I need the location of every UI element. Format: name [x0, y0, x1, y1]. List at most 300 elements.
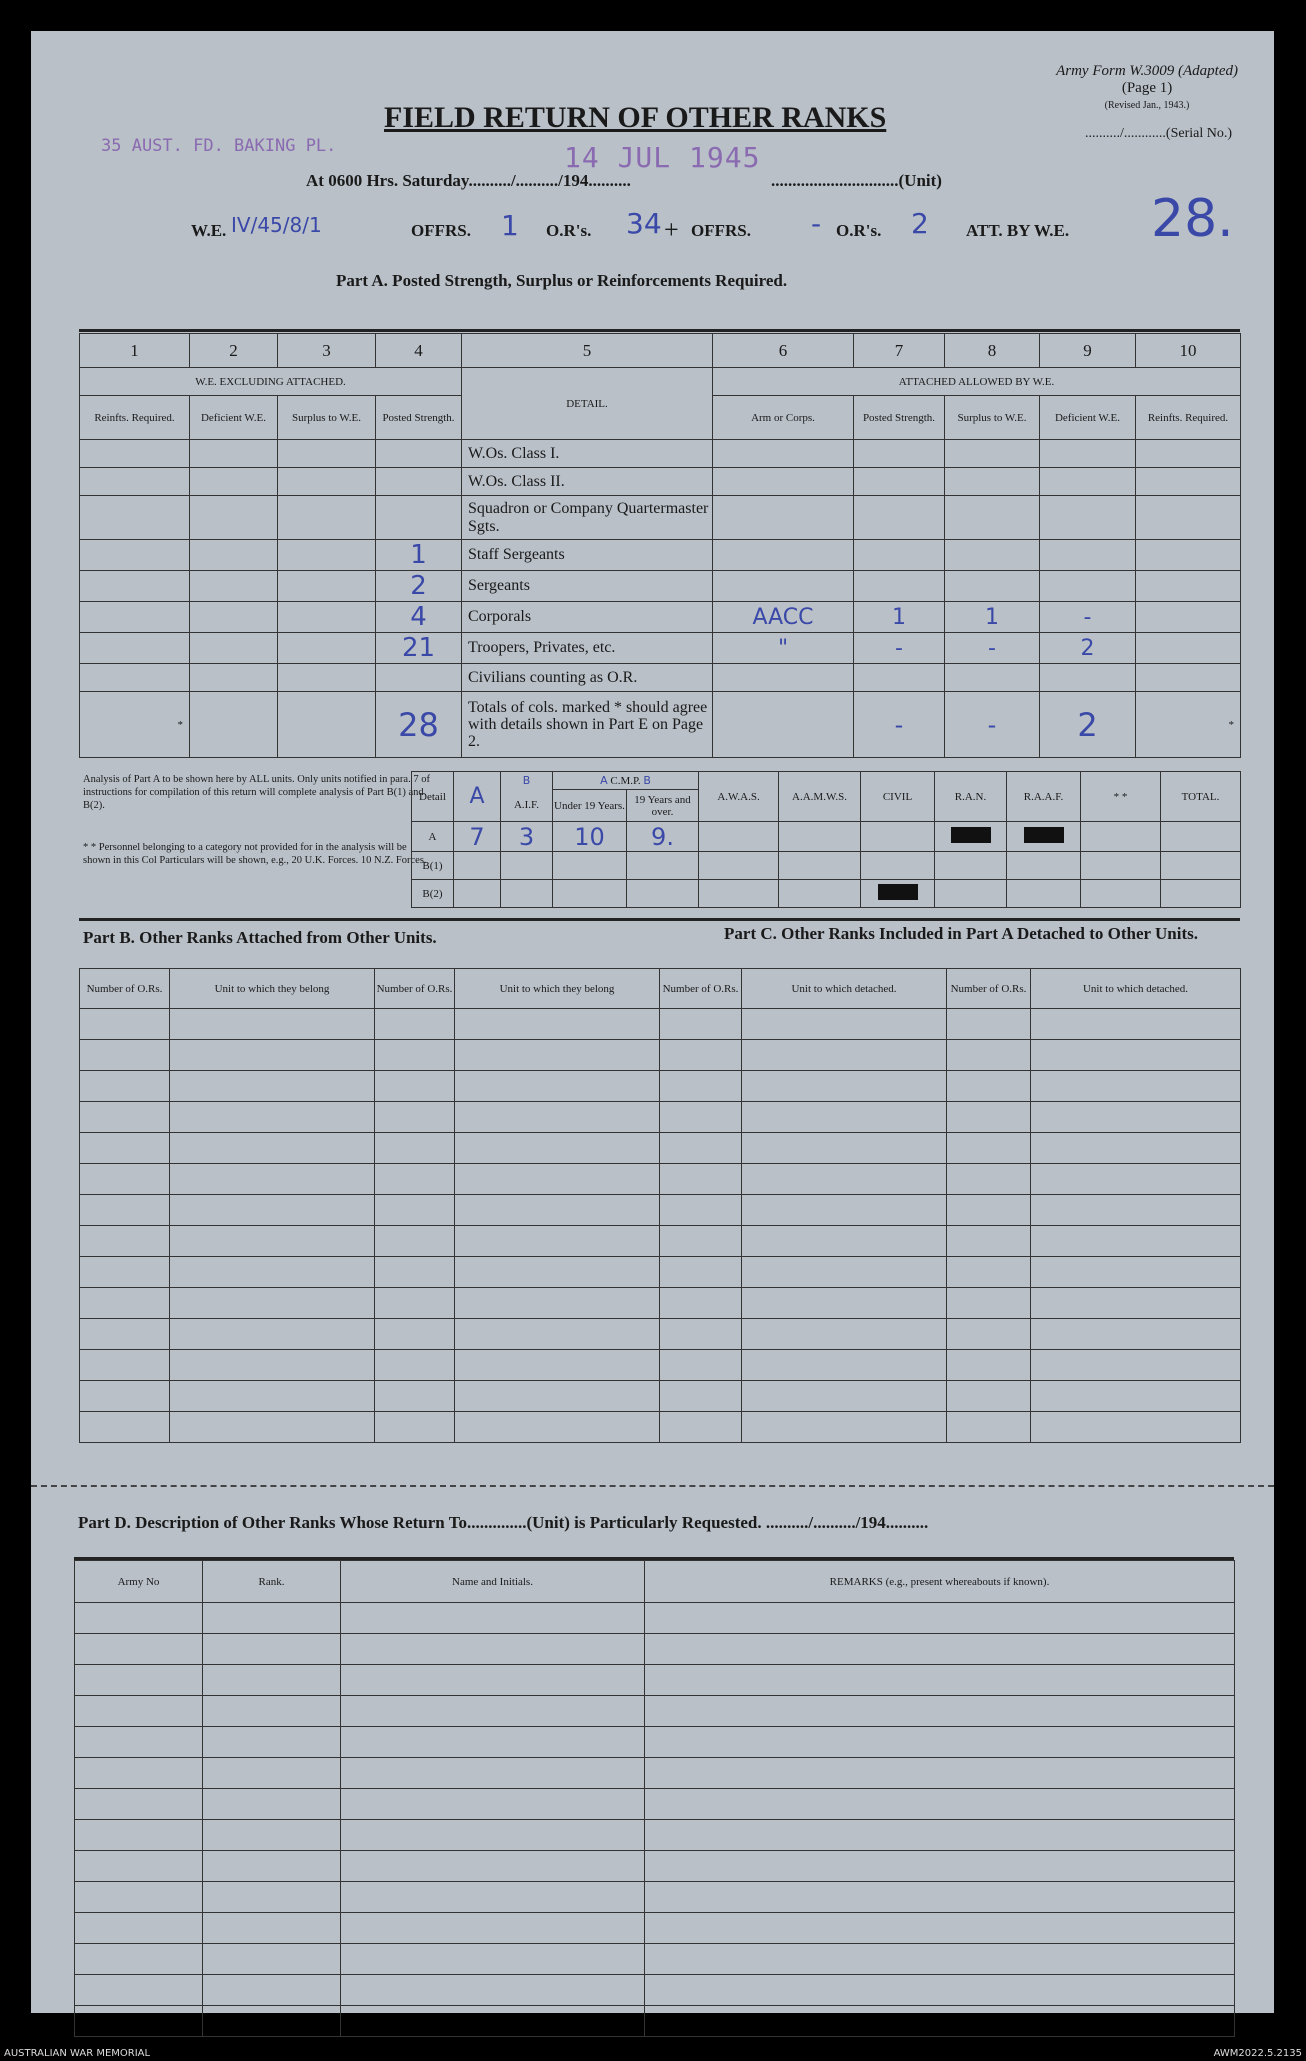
entry-cell[interactable] [1031, 1350, 1241, 1381]
totals-att-deficient: 2 [1040, 692, 1136, 758]
row-value [376, 468, 462, 496]
entry-cell[interactable] [742, 1040, 947, 1071]
part-a-table [79, 333, 1241, 758]
we-value: IV/45/8/1 [231, 213, 322, 237]
entry-cell[interactable] [203, 1820, 341, 1851]
detail-label: Detail [412, 772, 454, 822]
entry-cell[interactable] [170, 1226, 375, 1257]
ran-header: R.A.N. [935, 772, 1007, 822]
entry-cell[interactable] [170, 1257, 375, 1288]
entry-cell[interactable] [660, 1288, 742, 1319]
entry-cell[interactable] [203, 1975, 341, 2006]
entry-cell[interactable] [203, 1882, 341, 1913]
row-value [1040, 496, 1136, 540]
entry-cell[interactable] [375, 1133, 455, 1164]
entry-cell[interactable] [341, 1882, 645, 1913]
blank-row [80, 1257, 660, 1288]
blank-row [75, 1665, 1235, 1696]
entry-cell[interactable] [455, 1226, 660, 1257]
entry-cell[interactable] [742, 1350, 947, 1381]
row-value [713, 664, 854, 692]
entry-cell[interactable] [375, 1381, 455, 1412]
entry-cell[interactable] [75, 1727, 203, 1758]
row-value [945, 440, 1040, 468]
hw-cmp-a: A [600, 774, 608, 787]
entry-cell[interactable] [1031, 1381, 1241, 1412]
row-value [713, 540, 854, 571]
entry-cell[interactable] [742, 1381, 947, 1412]
blank-row [80, 1133, 660, 1164]
entry-cell[interactable] [375, 1226, 455, 1257]
entry-cell[interactable] [455, 1257, 660, 1288]
entry-cell[interactable] [742, 1226, 947, 1257]
row-value [945, 496, 1040, 540]
hw-cmp-b: B [643, 774, 651, 787]
hw-b: B [501, 772, 553, 790]
entry-cell[interactable] [375, 1319, 455, 1350]
row-label: A [412, 822, 454, 852]
sub-header: Reinfts. Required. [80, 396, 190, 440]
hw-a: A [454, 772, 501, 822]
sub-header: Surplus to W.E. [945, 396, 1040, 440]
entry-cell[interactable] [170, 1164, 375, 1195]
row-value [854, 571, 945, 602]
entry-cell[interactable] [75, 1882, 203, 1913]
row-value: - [945, 633, 1040, 664]
redaction [935, 822, 1007, 852]
entry-cell[interactable] [80, 1288, 170, 1319]
row-detail: Staff Sergeants [462, 540, 713, 571]
entry-cell[interactable] [75, 1696, 203, 1727]
col-number: 2 [190, 334, 278, 368]
entry-cell[interactable] [742, 1257, 947, 1288]
entry-cell[interactable] [80, 1412, 170, 1443]
analysis-note-1: Analysis of Part A to be shown here by ALL units. Only units notified in para. 7 of instructions for compilation of this return will complete analysis of Part B(1) and B(2). [83, 774, 430, 811]
part-c-header: Number of O.Rs. [947, 969, 1031, 1009]
entry-cell[interactable] [455, 1071, 660, 1102]
row-value [945, 468, 1040, 496]
entry-cell[interactable] [170, 1350, 375, 1381]
entry-cell[interactable] [170, 1319, 375, 1350]
part-a-row [80, 664, 1241, 692]
entry-cell[interactable] [75, 1820, 203, 1851]
entry-cell[interactable] [947, 1164, 1031, 1195]
cmp-text: C.M.P. [610, 775, 641, 787]
entry-cell[interactable] [75, 2006, 203, 2037]
form-reference [1056, 63, 1238, 114]
entry-cell[interactable] [203, 1944, 341, 1975]
entry-cell[interactable] [375, 1288, 455, 1319]
entry-cell[interactable] [660, 1381, 742, 1412]
entry-cell[interactable] [1031, 1164, 1241, 1195]
entry-cell[interactable] [645, 1603, 1235, 1634]
unit-stamp: 35 AUST. FD. BAKING PL. [101, 136, 337, 156]
part-b-top-rule [79, 918, 1240, 921]
blank-row [80, 1102, 660, 1133]
we-label: W.E. [191, 221, 227, 240]
entry-cell[interactable] [455, 1009, 660, 1040]
entry-cell[interactable] [455, 1133, 660, 1164]
blank-row [80, 1071, 660, 1102]
entry-cell[interactable] [1031, 1133, 1241, 1164]
group-header-right: ATTACHED ALLOWED BY W.E. [713, 368, 1241, 396]
entry-cell[interactable] [947, 1102, 1031, 1133]
entry-cell[interactable] [1031, 1102, 1241, 1133]
under19-header: Under 19 Years. [553, 790, 627, 822]
entry-cell[interactable] [203, 1851, 341, 1882]
row-value [1040, 571, 1136, 602]
entry-cell[interactable] [742, 1412, 947, 1443]
entry-cell[interactable] [341, 1696, 645, 1727]
part-d-header: REMARKS (e.g., present whereabouts if known). [645, 1561, 1235, 1603]
part-c-header: Unit to which detached. [1031, 969, 1241, 1009]
part-d-title: Part D. Description of Other Ranks Whose Return To..............(Unit) is Particularly Requested. ........../........../194.......... [78, 1513, 929, 1532]
entry-cell[interactable] [742, 1319, 947, 1350]
blank-row [75, 1913, 1235, 1944]
entry-cell[interactable] [660, 1040, 742, 1071]
analysis-row-a [412, 822, 1241, 852]
totals-posted: 28 [376, 692, 462, 758]
att-offrs-value: - [811, 207, 822, 240]
entry-cell[interactable] [660, 1102, 742, 1133]
blank-row [80, 1412, 660, 1443]
blank-row [75, 1975, 1235, 2006]
row-label: B(1) [412, 852, 454, 880]
entry-cell[interactable] [375, 1009, 455, 1040]
part-a-top-rule [79, 329, 1240, 332]
other-header: * * [1081, 772, 1161, 822]
form-paper [31, 31, 1274, 2013]
entry-cell[interactable] [170, 1195, 375, 1226]
blank-row [75, 2006, 1235, 2037]
blank-row [660, 1133, 1241, 1164]
row-value: - [854, 633, 945, 664]
blank-row [75, 1820, 1235, 1851]
entry-cell[interactable] [947, 1319, 1031, 1350]
entry-cell[interactable] [455, 1102, 660, 1133]
entry-cell[interactable] [80, 1133, 170, 1164]
entry-cell[interactable] [341, 1758, 645, 1789]
entry-cell[interactable] [947, 1381, 1031, 1412]
entry-cell[interactable] [645, 1975, 1235, 2006]
entry-cell[interactable] [645, 1665, 1235, 1696]
att-ors-label: O.R's. [836, 221, 882, 240]
row-detail: W.Os. Class II. [462, 468, 713, 496]
entry-cell[interactable] [742, 1102, 947, 1133]
blank-row [660, 1102, 1241, 1133]
entry-cell[interactable] [203, 1727, 341, 1758]
plus-sign: + [664, 215, 679, 244]
row-value: 21 [376, 633, 462, 664]
entry-cell[interactable] [645, 1758, 1235, 1789]
entry-cell[interactable] [1031, 1412, 1241, 1443]
entry-cell[interactable] [742, 1288, 947, 1319]
entry-cell[interactable] [80, 1071, 170, 1102]
row-value [854, 496, 945, 540]
entry-cell[interactable] [660, 1164, 742, 1195]
entry-cell[interactable] [947, 1133, 1031, 1164]
row-detail: Troopers, Privates, etc. [462, 633, 713, 664]
sub-header: Posted Strength. [376, 396, 462, 440]
entry-cell[interactable] [80, 1164, 170, 1195]
blank-row [80, 1164, 660, 1195]
entry-cell[interactable] [341, 1634, 645, 1665]
entry-cell[interactable] [645, 2006, 1235, 2037]
part-a-row [80, 633, 1241, 664]
analysis-note-2: * * Personnel belonging to a category not provided for in the analysis will be shown in this Col Particulars will be shown, e.g., 20 U.K. Forces. 10 N.Z. Forces. [83, 842, 427, 866]
entry-cell[interactable] [375, 1040, 455, 1071]
entry-cell[interactable] [660, 1133, 742, 1164]
entry-cell[interactable] [660, 1009, 742, 1040]
entry-cell[interactable] [75, 1944, 203, 1975]
entry-cell[interactable] [1031, 1195, 1241, 1226]
entry-cell[interactable] [660, 1226, 742, 1257]
blank-row [660, 1412, 1241, 1443]
entry-cell[interactable] [341, 1944, 645, 1975]
sub-header: Posted Strength. [854, 396, 945, 440]
entry-cell[interactable] [645, 1944, 1235, 1975]
form-ref-text: Army Form W.3009 (Adapted) [1056, 63, 1238, 79]
entry-cell[interactable] [80, 1257, 170, 1288]
entry-cell[interactable] [341, 1727, 645, 1758]
entry-cell[interactable] [947, 1350, 1031, 1381]
entry-cell[interactable] [660, 1350, 742, 1381]
entry-cell[interactable] [375, 1071, 455, 1102]
blank-row [75, 1696, 1235, 1727]
col-number: 6 [713, 334, 854, 368]
row-value [945, 540, 1040, 571]
entry-cell[interactable] [375, 1164, 455, 1195]
ors-label: O.R's. [546, 221, 592, 240]
entry-cell[interactable] [341, 1603, 645, 1634]
blank-row [80, 1040, 660, 1071]
entry-cell[interactable] [742, 1071, 947, 1102]
entry-cell[interactable] [645, 1913, 1235, 1944]
entry-cell[interactable] [75, 1634, 203, 1665]
entry-cell[interactable] [203, 1603, 341, 1634]
row-value: 1 [854, 602, 945, 633]
entry-cell[interactable] [375, 1102, 455, 1133]
blank-row [660, 1071, 1241, 1102]
entry-cell[interactable] [455, 1412, 660, 1443]
entry-cell[interactable] [947, 1195, 1031, 1226]
part-c-header: Number of O.Rs. [660, 969, 742, 1009]
entry-cell[interactable] [170, 1040, 375, 1071]
entry-cell[interactable] [660, 1412, 742, 1443]
part-a-row [80, 440, 1241, 468]
col-number: 10 [1136, 334, 1241, 368]
entry-cell[interactable] [170, 1009, 375, 1040]
part-a-row [80, 496, 1241, 540]
row-value: " [713, 633, 854, 664]
entry-cell[interactable] [645, 1727, 1235, 1758]
part-d-header: Army No [75, 1561, 203, 1603]
entry-cell[interactable] [1031, 1288, 1241, 1319]
entry-cell[interactable] [947, 1257, 1031, 1288]
col-number: 1 [80, 334, 190, 368]
col-number: 5 [462, 334, 713, 368]
entry-cell[interactable] [947, 1226, 1031, 1257]
entry-cell[interactable] [455, 1350, 660, 1381]
blank-row [80, 1226, 660, 1257]
entry-cell[interactable] [341, 1851, 645, 1882]
entry-cell[interactable] [80, 1102, 170, 1133]
entry-cell[interactable] [80, 1381, 170, 1412]
row-a-value: 10 [553, 822, 627, 852]
entry-cell[interactable] [203, 1913, 341, 1944]
blank-row [75, 1789, 1235, 1820]
row-value: - [1040, 602, 1136, 633]
entry-cell[interactable] [455, 1164, 660, 1195]
entry-cell[interactable] [75, 1665, 203, 1696]
entry-cell[interactable] [80, 1009, 170, 1040]
row-value: 2 [376, 571, 462, 602]
blank-row [75, 1851, 1235, 1882]
offrs-value: 1 [501, 209, 519, 242]
entry-cell[interactable] [742, 1195, 947, 1226]
entry-cell[interactable] [80, 1040, 170, 1071]
entry-cell[interactable] [1031, 1071, 1241, 1102]
entry-cell[interactable] [455, 1040, 660, 1071]
entry-cell[interactable] [170, 1102, 375, 1133]
entry-cell[interactable] [1031, 1040, 1241, 1071]
entry-cell[interactable] [341, 1975, 645, 2006]
entry-cell[interactable] [660, 1257, 742, 1288]
row-value [1040, 440, 1136, 468]
entry-cell[interactable] [947, 1412, 1031, 1443]
entry-cell[interactable] [660, 1071, 742, 1102]
part-a-title: Part A. Posted Strength, Surplus or Reinforcements Required. [336, 271, 788, 290]
entry-cell[interactable] [645, 1820, 1235, 1851]
entry-cell[interactable] [455, 1381, 660, 1412]
blank-row [75, 1634, 1235, 1665]
att-offrs-label: OFFRS. [691, 221, 751, 240]
entry-cell[interactable] [75, 1851, 203, 1882]
entry-cell[interactable] [645, 1882, 1235, 1913]
sub-header: Deficient W.E. [1040, 396, 1136, 440]
entry-cell[interactable] [75, 1789, 203, 1820]
part-b-table [79, 968, 660, 1443]
entry-cell[interactable] [645, 1696, 1235, 1727]
entry-cell[interactable] [1031, 1009, 1241, 1040]
entry-cell[interactable] [80, 1319, 170, 1350]
entry-cell[interactable] [75, 1975, 203, 2006]
part-d-table [74, 1560, 1235, 2037]
ors-value: 34 [626, 207, 662, 240]
row-value: AACC [713, 602, 854, 633]
entry-cell[interactable] [742, 1164, 947, 1195]
entry-cell[interactable] [660, 1319, 742, 1350]
entry-cell[interactable] [947, 1040, 1031, 1071]
entry-cell[interactable] [645, 1789, 1235, 1820]
entry-cell[interactable] [645, 1851, 1235, 1882]
entry-cell[interactable] [80, 1195, 170, 1226]
at-hours-line: At 0600 Hrs. Saturday........../........../194.......... [306, 171, 631, 190]
row-value [713, 468, 854, 496]
entry-cell[interactable] [742, 1133, 947, 1164]
entry-cell[interactable] [203, 1758, 341, 1789]
entry-cell[interactable] [341, 1789, 645, 1820]
entry-cell[interactable] [75, 1758, 203, 1789]
entry-cell[interactable] [742, 1009, 947, 1040]
entry-cell[interactable] [947, 1071, 1031, 1102]
entry-cell[interactable] [660, 1195, 742, 1226]
totals-att-surplus: - [945, 692, 1040, 758]
page-number: (Page 1) [1121, 80, 1173, 96]
entry-cell[interactable] [75, 1603, 203, 1634]
entry-cell[interactable] [341, 2006, 645, 2037]
totals-att-posted: - [854, 692, 945, 758]
entry-cell[interactable] [341, 1820, 645, 1851]
entry-cell[interactable] [203, 2006, 341, 2037]
entry-cell[interactable] [1031, 1319, 1241, 1350]
entry-cell[interactable] [203, 1789, 341, 1820]
entry-cell[interactable] [1031, 1226, 1241, 1257]
perforation-line [31, 1485, 1274, 1487]
entry-cell[interactable] [375, 1195, 455, 1226]
entry-cell[interactable] [375, 1257, 455, 1288]
entry-cell[interactable] [455, 1195, 660, 1226]
entry-cell[interactable] [75, 1913, 203, 1944]
serial-number: ........../............(Serial No.) [1085, 126, 1232, 141]
offrs-label: OFFRS. [411, 221, 471, 240]
row-value: 1 [376, 540, 462, 571]
entry-cell[interactable] [1031, 1257, 1241, 1288]
row-value [376, 440, 462, 468]
entry-cell[interactable] [170, 1133, 375, 1164]
part-b-header: Number of O.Rs. [375, 969, 455, 1009]
raaf-header: R.A.A.F. [1007, 772, 1081, 822]
entry-cell[interactable] [455, 1288, 660, 1319]
entry-cell[interactable] [341, 1665, 645, 1696]
totals-detail: Totals of cols. marked * should agree with details shown in Part E on Page 2. [462, 692, 713, 758]
row-value [854, 440, 945, 468]
entry-cell[interactable] [645, 1634, 1235, 1665]
blank-row [75, 1882, 1235, 1913]
entry-cell[interactable] [170, 1288, 375, 1319]
blank-row [660, 1319, 1241, 1350]
entry-cell[interactable] [375, 1412, 455, 1443]
star-mark: * [80, 692, 190, 758]
entry-cell[interactable] [170, 1381, 375, 1412]
row-value [1040, 540, 1136, 571]
entry-cell[interactable] [455, 1319, 660, 1350]
blank-row [660, 1350, 1241, 1381]
col-number: 3 [278, 334, 376, 368]
entry-cell[interactable] [203, 1634, 341, 1665]
blank-row [660, 1288, 1241, 1319]
entry-cell[interactable] [170, 1412, 375, 1443]
row-label: B(2) [412, 880, 454, 908]
group-header-left: W.E. EXCLUDING ATTACHED. [80, 368, 462, 396]
footer-right: AWM2022.5.2135 [1213, 2048, 1302, 2059]
entry-cell[interactable] [947, 1288, 1031, 1319]
entry-cell[interactable] [203, 1696, 341, 1727]
entry-cell[interactable] [80, 1226, 170, 1257]
blank-row [75, 1603, 1235, 1634]
entry-cell[interactable] [375, 1350, 455, 1381]
row-detail: Civilians counting as O.R. [462, 664, 713, 692]
att-by-we-label: ATT. BY W.E. [966, 221, 1070, 240]
entry-cell[interactable] [341, 1913, 645, 1944]
entry-cell[interactable] [170, 1071, 375, 1102]
part-a-row [80, 571, 1241, 602]
part-b-header: Unit to which they belong [455, 969, 660, 1009]
entry-cell[interactable] [947, 1009, 1031, 1040]
entry-cell[interactable] [203, 1665, 341, 1696]
entry-cell[interactable] [80, 1350, 170, 1381]
sub-header: Deficient W.E. [190, 396, 278, 440]
